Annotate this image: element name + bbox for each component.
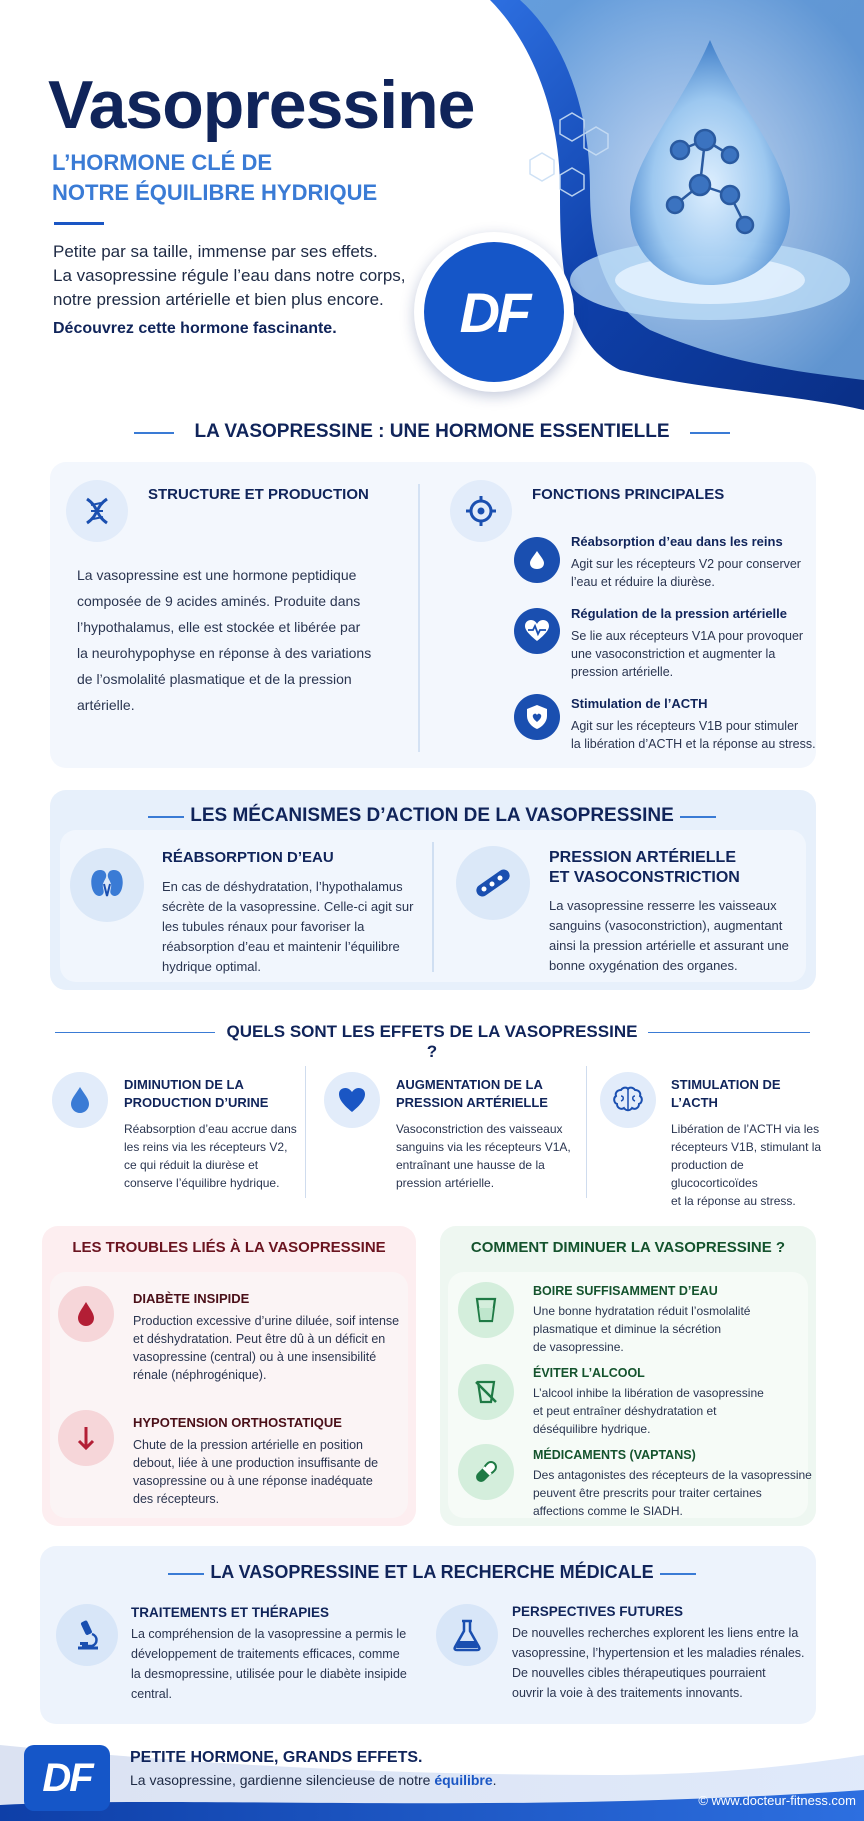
effect-line: ce qui réduit la diurèse et bbox=[124, 1158, 259, 1172]
function-item-3 bbox=[571, 695, 816, 753]
card-divider bbox=[418, 484, 420, 752]
hero-cta: Découvrez cette hormone fascinante. bbox=[53, 320, 337, 337]
effect-line: Vasoconstriction des vaisseaux bbox=[396, 1122, 563, 1136]
text-line: les tubules rénaux pour favoriser la bbox=[162, 919, 365, 934]
reduce-title: COMMENT DIMINUER LA VASOPRESSINE ? bbox=[470, 1239, 786, 1256]
kidney-icon bbox=[70, 848, 144, 922]
effect-line: et la réponse au stress. bbox=[671, 1194, 796, 1208]
reduce-item-line: déséquilibre hydrique. bbox=[533, 1422, 651, 1436]
research-line: développement de traitements efficaces, comme bbox=[131, 1647, 400, 1661]
effect-title-line: L’ACTH bbox=[671, 1095, 718, 1110]
section-line bbox=[55, 1032, 215, 1033]
function-item-line: l’eau et réduire la diurèse. bbox=[571, 575, 715, 589]
pressure-vasoconstriction-title bbox=[549, 848, 740, 888]
troubles-title: LES TROUBLES LIÉS À LA VASOPRESSINE bbox=[72, 1239, 386, 1256]
pressure-vasoconstriction-text bbox=[549, 896, 809, 976]
text-line: sanguins (vasoconstriction), augmentant bbox=[549, 918, 783, 933]
target-icon bbox=[450, 480, 512, 542]
section-title-research: LA VASOPRESSINE ET LA RECHERCHE MÉDICALE bbox=[210, 1562, 654, 1582]
reduce-item-line: de vasopressine. bbox=[533, 1340, 624, 1354]
dna-icon bbox=[66, 480, 128, 542]
function-item-line: Agit sur les récepteurs V1B pour stimuler bbox=[571, 719, 799, 733]
functions-title: FONCTIONS PRINCIPALES bbox=[532, 486, 725, 503]
brain-icon bbox=[600, 1072, 656, 1128]
text-line: La vasopressine resserre les vaisseaux bbox=[549, 898, 777, 913]
microscope-icon bbox=[56, 1604, 118, 1666]
hero-subtitle-line: NOTRE ÉQUILIBRE HYDRIQUE bbox=[52, 180, 378, 205]
trouble-line: et déshydratation. Peut être dû à un déficit en bbox=[133, 1332, 386, 1346]
text-line: l’hypothalamus, elle est stockée et libérée par bbox=[77, 619, 361, 635]
heart-icon bbox=[324, 1072, 380, 1128]
trouble-title: HYPOTENSION ORTHOSTATIQUE bbox=[133, 1415, 342, 1430]
trouble-line: Production excessive d’urine diluée, soif intense bbox=[133, 1314, 400, 1328]
blood-drop-icon bbox=[58, 1286, 114, 1342]
hero-title: Vasopressine bbox=[48, 67, 475, 143]
water-drop-icon bbox=[52, 1072, 108, 1128]
section-title-effects: QUELS SONT LES EFFETS DE LA VASOPRESSINE ? bbox=[226, 1022, 638, 1061]
function-item-line: pression artérielle. bbox=[571, 665, 674, 679]
effect-line: récepteurs V1B, stimulant la bbox=[671, 1140, 822, 1154]
function-item-line: la libération d’ACTH et la réponse au stress. bbox=[571, 737, 816, 751]
function-item-line: Se lie aux récepteurs V1A pour provoquer bbox=[571, 629, 804, 643]
effect-pressure bbox=[396, 1076, 581, 1192]
text-line: artérielle. bbox=[77, 697, 135, 713]
trouble-diabetes bbox=[133, 1290, 408, 1384]
footer-headline: PETITE HORMONE, GRANDS EFFETS. bbox=[130, 1749, 423, 1766]
research-line: central. bbox=[131, 1687, 172, 1701]
water-drop-icon bbox=[514, 537, 560, 583]
function-item-2 bbox=[571, 605, 811, 681]
effect-line: sanguins via les récepteurs V1A, bbox=[396, 1140, 571, 1154]
heart-pulse-icon bbox=[514, 608, 560, 654]
reduce-item-line: L’alcool inhibe la libération de vasopressine bbox=[533, 1386, 764, 1400]
structure-text bbox=[77, 562, 397, 718]
effect-title-line: STIMULATION DE bbox=[671, 1077, 781, 1092]
section-line bbox=[690, 432, 730, 434]
tagline-emphasis: équilibre bbox=[434, 1772, 493, 1788]
effect-line: conserve l’équilibre hydrique. bbox=[124, 1176, 280, 1190]
hero-desc-line: La vasopressine régule l’eau dans notre corps, bbox=[53, 266, 406, 285]
reduce-item-alcohol bbox=[533, 1364, 813, 1438]
reduce-item-water bbox=[533, 1282, 813, 1356]
reduce-item-vaptans bbox=[533, 1446, 813, 1520]
trouble-line: vasopressine ou à une réponse inadéquate bbox=[133, 1474, 373, 1488]
trouble-hypotension bbox=[133, 1414, 408, 1508]
section-line bbox=[168, 1573, 204, 1575]
hero-desc-line: Petite par sa taille, immense par ses effets. bbox=[53, 242, 378, 261]
effect-acth bbox=[671, 1076, 831, 1210]
research-line: De nouvelles cibles thérapeutiques pourraient bbox=[512, 1666, 766, 1680]
reduce-item-line: peuvent être prescrits pour traiter certaines bbox=[533, 1486, 762, 1500]
flask-icon bbox=[436, 1604, 498, 1666]
df-logo-badge bbox=[414, 232, 574, 392]
hero-divider bbox=[54, 222, 104, 225]
effect-line: Réabsorption d’eau accrue dans bbox=[124, 1122, 297, 1136]
df-logo-text: DF bbox=[424, 242, 564, 382]
function-item-title: Régulation de la pression artérielle bbox=[571, 606, 788, 621]
blood-vessel-icon bbox=[456, 846, 530, 920]
reduce-item-line: Une bonne hydratation réduit l’osmolalité bbox=[533, 1304, 751, 1318]
research-perspectives bbox=[512, 1603, 812, 1703]
water-reabsorption-text bbox=[162, 877, 422, 977]
text-line: réabsorption d’eau et maintenir l’équilibre bbox=[162, 939, 400, 954]
research-item-title: TRAITEMENTS ET THÉRAPIES bbox=[131, 1605, 330, 1620]
effect-line: les reins via les récepteurs V2, bbox=[124, 1140, 288, 1154]
effect-title-line: PRODUCTION D’URINE bbox=[124, 1095, 269, 1110]
structure-title: STRUCTURE ET PRODUCTION bbox=[148, 486, 369, 503]
effects-divider bbox=[586, 1066, 587, 1198]
effect-title-line: AUGMENTATION DE LA bbox=[396, 1077, 543, 1092]
section-line bbox=[648, 1032, 810, 1033]
effects-divider bbox=[305, 1066, 306, 1198]
text-line: composée de 9 acides aminés. Produite dans bbox=[77, 593, 361, 609]
function-item-title: Réabsorption d’eau dans les reins bbox=[571, 534, 783, 549]
effect-title-line: DIMINUTION DE LA bbox=[124, 1077, 244, 1092]
effect-line: pression artérielle. bbox=[396, 1176, 495, 1190]
trouble-line: vasopressine (central) ou à une insensibilité bbox=[133, 1350, 377, 1364]
section-line bbox=[134, 432, 174, 434]
hero-description bbox=[53, 240, 423, 312]
hero-subtitle bbox=[52, 148, 432, 208]
section-title-mechanisms: LES MÉCANISMES D’ACTION DE LA VASOPRESSINE bbox=[190, 805, 674, 826]
trouble-line: des récepteurs. bbox=[133, 1492, 220, 1506]
reduce-item-title: BOIRE SUFFISAMMENT D’EAU bbox=[533, 1284, 718, 1298]
function-item-line: Agit sur les récepteurs V2 pour conserver bbox=[571, 557, 801, 571]
reduce-item-line: affections comme le SIADH. bbox=[533, 1504, 683, 1518]
title-line: PRESSION ARTÉRIELLE bbox=[549, 849, 736, 866]
effect-line: production de glucocorticoïdes bbox=[671, 1158, 758, 1190]
card-divider bbox=[432, 842, 434, 972]
research-line: De nouvelles recherches explorent les liens entre la bbox=[512, 1626, 799, 1640]
text-line: ainsi la pression artérielle et assurant une bbox=[549, 938, 789, 953]
effect-line: Libération de l’ACTH via les bbox=[671, 1122, 820, 1136]
text-line: En cas de déshydratation, l’hypothalamus bbox=[162, 879, 403, 894]
water-reabsorption-title: RÉABSORPTION D’EAU bbox=[162, 849, 334, 866]
trouble-line: debout, liée à une production insuffisante de bbox=[133, 1456, 379, 1470]
pill-icon bbox=[458, 1444, 514, 1500]
text-line: La vasopressine est une hormone peptidique bbox=[77, 567, 357, 583]
section-line bbox=[148, 816, 184, 818]
text-line: hydrique optimal. bbox=[162, 959, 261, 974]
effect-line: entraînant une hausse de la bbox=[396, 1158, 545, 1172]
effect-urine bbox=[124, 1076, 304, 1192]
research-line: vasopressine, l’hypertension et les maladies rénales. bbox=[512, 1646, 805, 1660]
text-line: de l’osmolalité plasmatique et de la pression bbox=[77, 671, 352, 687]
glass-water-icon bbox=[458, 1282, 514, 1338]
reduce-item-line: plasmatique et diminue la sécrétion bbox=[533, 1322, 722, 1336]
hero-subtitle-line: L’HORMONE CLÉ DE bbox=[52, 150, 273, 175]
text-line: bonne oxygénation des organes. bbox=[549, 958, 738, 973]
hero-desc-line: notre pression artérielle et bien plus encore. bbox=[53, 290, 384, 309]
no-alcohol-icon bbox=[458, 1364, 514, 1420]
research-treatments bbox=[131, 1604, 421, 1704]
section-line bbox=[680, 816, 716, 818]
shield-heart-icon bbox=[514, 694, 560, 740]
research-line: La compréhension de la vasopressine a permis le bbox=[131, 1627, 407, 1641]
function-item-line: une vasoconstriction et augmenter la bbox=[571, 647, 776, 661]
reduce-item-title: MÉDICAMENTS (VAPTANS) bbox=[533, 1448, 696, 1462]
research-line: ouvrir la voie à des traitements innovants. bbox=[512, 1686, 743, 1700]
tagline-text: . bbox=[492, 1772, 497, 1788]
text-line: sécrète de la vasopressine. Celle-ci agit sur bbox=[162, 899, 414, 914]
title-line: ET VASOCONSTRICTION bbox=[549, 869, 740, 886]
footer-website-link[interactable]: © www.docteur-fitness.com bbox=[698, 1793, 856, 1808]
arrow-down-icon bbox=[58, 1410, 114, 1466]
reduce-item-line: Des antagonistes des récepteurs de la vasopressine bbox=[533, 1468, 812, 1482]
text-line: la neurohypophyse en réponse à des variations bbox=[77, 645, 372, 661]
trouble-line: rénale (néphrogénique). bbox=[133, 1368, 267, 1382]
footer-tagline bbox=[130, 1772, 497, 1788]
effect-title-line: PRESSION ARTÉRIELLE bbox=[396, 1095, 548, 1110]
section-line bbox=[660, 1573, 696, 1575]
reduce-item-line: et peut entraîner déshydratation et bbox=[533, 1404, 717, 1418]
trouble-line: Chute de la pression artérielle en position bbox=[133, 1438, 363, 1452]
section-title-essential: LA VASOPRESSINE : UNE HORMONE ESSENTIELLE bbox=[194, 421, 670, 442]
research-item-title: PERSPECTIVES FUTURES bbox=[512, 1604, 684, 1619]
reduce-item-title: ÉVITER L’ALCOOL bbox=[533, 1366, 645, 1380]
research-line: la desmopressine, utilisée pour le diabète insipide bbox=[131, 1667, 407, 1681]
footer-logo: DF bbox=[24, 1745, 110, 1811]
function-item-1 bbox=[571, 533, 811, 591]
function-item-title: Stimulation de l’ACTH bbox=[571, 696, 708, 711]
tagline-text: La vasopressine, gardienne silencieuse de notre bbox=[130, 1772, 435, 1788]
trouble-title: DIABÈTE INSIPIDE bbox=[133, 1291, 250, 1306]
